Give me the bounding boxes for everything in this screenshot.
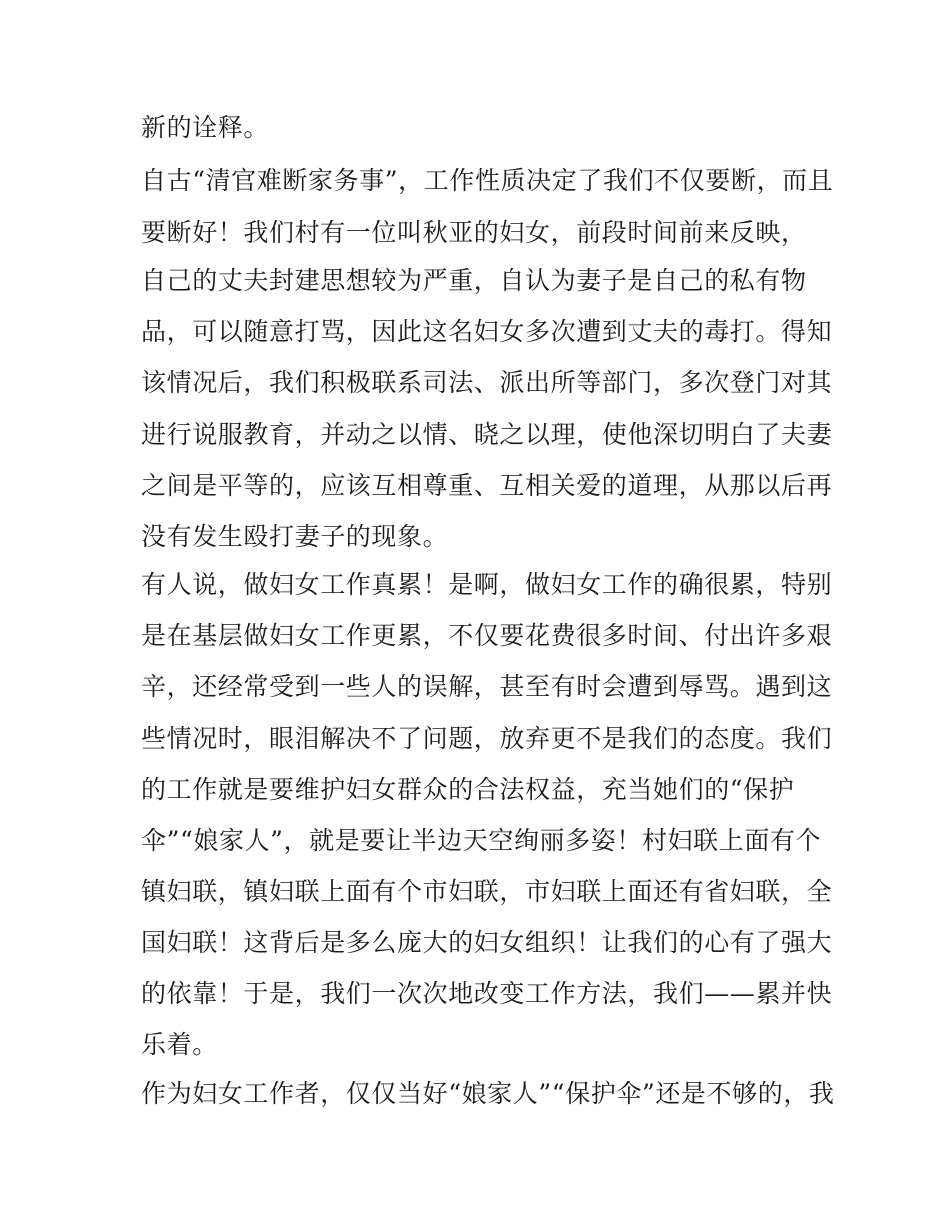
text-line: 作为妇女工作者，仅仅当好“娘家人”“保护伞”还是不够的，我 — [141, 1079, 835, 1108]
text-line: 些情况时，眼泪解决不了问题，放弃更不是我们的态度。我们 — [141, 724, 833, 753]
text-line: 品，可以随意打骂，因此这名妇女多次遭到丈夫的毒打。得知 — [141, 317, 833, 346]
text-line: 之间是平等的，应该互相尊重、互相关爱的道理，从那以后再 — [141, 471, 833, 500]
text-line: 要断好！我们村有一位叫秋亚的妇女，前段时间前来反映， — [141, 218, 807, 247]
text-line: 自古“清官难断家务事”，工作性质决定了我们不仅要断，而且 — [141, 166, 834, 195]
text-line: 的依靠！于是，我们一次次地改变工作方法，我们——累并快 — [141, 979, 833, 1008]
text-line: 该情况后，我们积极联系司法、派出所等部门，多次登门对其 — [141, 368, 833, 397]
text-line: 镇妇联，镇妇联上面有个市妇联，市妇联上面还有省妇联，全 — [141, 877, 833, 906]
text-line: 有人说，做妇女工作真累！是啊，做妇女工作的确很累，特别 — [141, 570, 833, 599]
text-line: 是在基层做妇女工作更累，不仅要花费很多时间、付出许多艰 — [141, 621, 833, 650]
text-line: 没有发生殴打妻子的现象。 — [141, 522, 449, 551]
text-line: 新的诠释。 — [141, 113, 270, 142]
text-line: 的工作就是要维护妇女群众的合法权益，充当她们的“保护 — [141, 775, 795, 804]
text-line: 自己的丈夫封建思想较为严重，自认为妻子是自己的私有物 — [141, 266, 807, 295]
text-line: 乐着。 — [141, 1030, 218, 1059]
text-line: 伞”“娘家人”，就是要让半边天空绚丽多姿！村妇联上面有个 — [141, 826, 822, 855]
text-line: 国妇联！这背后是多么庞大的妇女组织！让我们的心有了强大 — [141, 928, 833, 957]
text-line: 辛，还经常受到一些人的误解，甚至有时会遭到辱骂。遇到这 — [141, 672, 833, 701]
text-line: 进行说服教育，并动之以情、晓之以理，使他深切明白了夫妻 — [141, 420, 833, 449]
